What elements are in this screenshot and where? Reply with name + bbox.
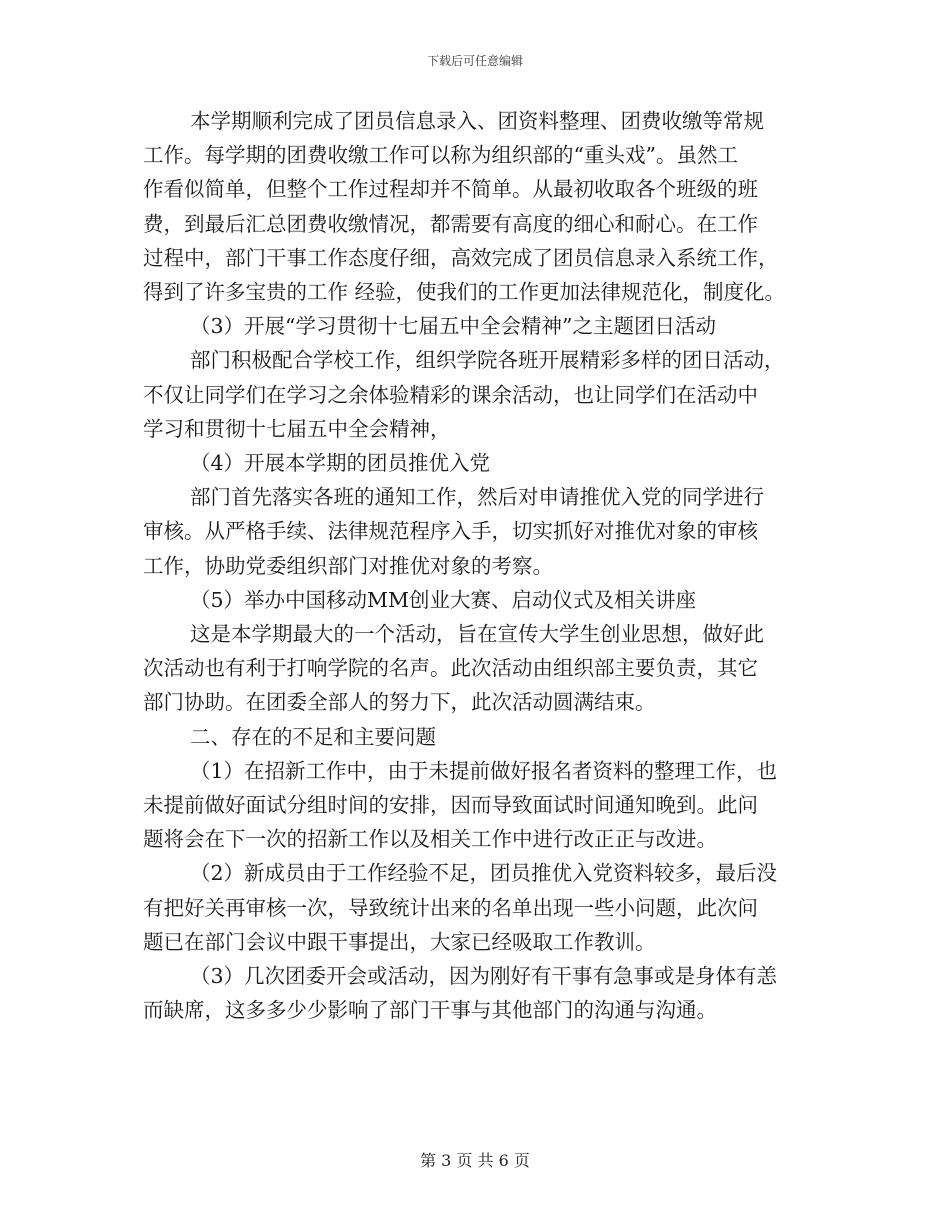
page-header: 下载后可任意编辑 xyxy=(426,54,523,68)
text-line: 费，到最后汇总团费收缴情况，都需要有高度的细心和耐心。在工作 xyxy=(143,211,758,236)
text-line: 部门首先落实各班的通知工作，然后对申请推优入党的同学进行 xyxy=(190,485,764,510)
text-line: （5）举办中国移动MM创业大赛、启动仪式及相关讲座 xyxy=(190,587,697,612)
text-line: 作看似简单，但整个工作过程却并不简单。从最初收取各个班级的班 xyxy=(143,177,758,202)
text-line: 过程中，部门干事工作态度仔细，高效完成了团员信息录入系统工作， xyxy=(143,245,779,270)
text-line: 得到了许多宝贵的工作 经验，使我们的工作更加法律规范化，制度化。 xyxy=(143,280,786,304)
text-line: 部门协助。在团委全部人的努力下，此次活动圆满结束。 xyxy=(143,690,656,715)
text-line: 题已在部门会议中跟干事提出，大家已经吸取工作教训。 xyxy=(143,929,656,954)
text-line: 不仅让同学们在学习之余体验精彩的课余活动，也让同学们在活动中 xyxy=(143,382,758,407)
text-line: 未提前做好面试分组时间的安排，因而导致面试时间通知晚到。此问 xyxy=(143,793,758,817)
text-line: 二、存在的不足和主要问题 xyxy=(190,724,436,749)
text-line: 这是本学期最大的一个活动，旨在宣传大学生创业思想，做好此 xyxy=(190,622,764,646)
text-line: 次活动也有利于打响学院的名声。此次活动由组织部主要负责，其它 xyxy=(143,656,758,681)
text-line: 本学期顺利完成了团员信息录入、团资料整理、团费收缴等常规 xyxy=(190,109,764,133)
text-line: 学习和贯彻十七届五中全会精神， xyxy=(143,416,451,441)
text-line: （4）开展本学期的团员推优入党 xyxy=(190,451,491,475)
text-line: （2）新成员由于工作经验不足，团员推优入党资料较多，最后没 xyxy=(190,861,778,886)
text-line: 部门积极配合学校工作，组织学院各班开展精彩多样的团日活动， xyxy=(190,348,785,373)
text-line: （3）几次团委开会或活动，因为刚好有干事有急事或是身体有恙 xyxy=(190,964,778,988)
text-line: 有把好关再审核一次，导致统计出来的名单出现一些小问题，此次问 xyxy=(143,895,758,920)
text-line: 而缺席，这多多少少影响了部门干事与其他部门的沟通与沟通。 xyxy=(143,998,717,1023)
text-line: 工作。每学期的团费收缴工作可以称为组织部的“重头戏”。虽然工 xyxy=(143,143,738,168)
text-line: 题将会在下一次的招新工作以及相关工作中进行改正正与改进。 xyxy=(143,827,717,852)
text-line: 审核。从严格手续、法律规范程序入手，切实抓好对推优对象的审核 xyxy=(143,519,758,544)
page-footer: 第 3 页 共 6 页 xyxy=(420,1151,530,1170)
text-line: （3）开展“学习贯彻十七届五中全会精神”之主题团日活动 xyxy=(190,314,717,339)
text-line: 工作，协助党委组织部门对推优对象的考察。 xyxy=(143,553,553,578)
text-line: （1）在招新工作中，由于未提前做好报名者资料的整理工作，也 xyxy=(190,758,778,783)
